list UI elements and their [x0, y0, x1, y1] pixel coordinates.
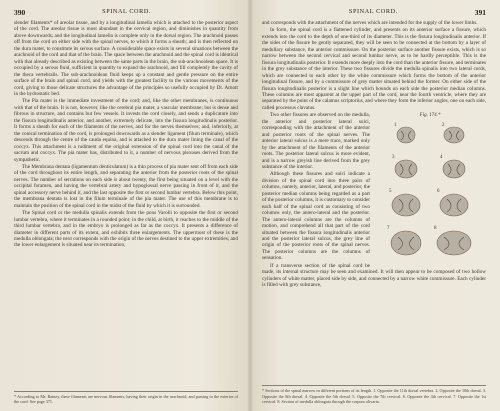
paragraph: The Spinal cord or the medulla spinalis extends from the pons Varolii to opposite the first or second lumbar vertebra, where it terminates in a rounded point; in the child, at birth, it reaches to the middle of the third lumbar vertebra, and in the embryo is prolonged as far as the coccyx. It presents a difference of diameter in different parts of its extent, and exhibits three enlargements. The uppermost of these is the medulla oblongata; the next corresponds with the origin of the nerves destined to the upper extremities; and the lower enlargement is situated near its termination,	[14, 210, 238, 249]
section-4	[443, 160, 465, 178]
figure-label: 5	[389, 189, 392, 195]
paragraph: In form, the spinal cord is a flattened cylinder, and presents on its anterior surface a fissure, which extends into the cord to the depth of one-third of its diameter. This is the fissura longitudinalis anterior. If the sides of the fissure be gently separated, they will be seen to be connected at the bottom by a layer of medullary substance, the anterior commissure. On the posterior surface another fissure exists, which is so narrow between the second cervical and second lumbar nerve, as to be hardly perceptible. This is the fissura longitudinalis posterior. It extends more deeply into the cord than the anterior fissure, and terminates in the grey substance of the interior. These two fissures divide the medulla spinalis into two lateral cords, which are connected to each other by the white commissure which forms the bottom of the anterior longitudinal fissure, and by a commissure of grey matter situated behind the former. On either side of the fissura longitudinalis posterior is a slight line which bounds on each side the posterior median columns. These columns are most apparent at the upper part of the cord, near the fourth ventricle, where they are separated by the point of the calamus scriptorius, and where they form the inferior angles, one on each side, called processus clavatus.	[262, 27, 487, 111]
section-8	[437, 231, 471, 255]
spinal-sections-illustration	[374, 121, 486, 263]
page-number-right: 391	[474, 8, 486, 17]
section-5	[392, 194, 420, 216]
paragraph: and corresponds with the attachment of the nerves which are intended for the supply of the lower limbs.	[262, 20, 478, 26]
figure-label: 1	[394, 123, 397, 129]
footnote-text: * Sections of the spinal marrow in different portions of its length. 1. Opposite the 11th dorsal vertebra. 2. Opposite the 10th dorsal. 3. Opposite the 8th dorsal. 4. Opposite the 5th dorsal. 5. Opposite the 7th cervical. 6. Opposite the 4th cervical. 7. Opposite the 1st cervical. 8. Section of medulla oblongata through the corpora olivaria.	[262, 388, 486, 404]
right-page	[250, 0, 500, 411]
paragraph: Two other fissures are observed on the medulla, the anterior and posterior lateral sulci, corresponding with the attachment of the anterior and posterior roots of the spinal nerves. The anterior lateral sulcus is a mere trace, marked only by the attachment of the filaments of the anterior roots. The posterior lateral sulcus is more evident, and is a narrow greyish line derived from the grey substance of the interior.	[262, 112, 370, 170]
running-title-right: SPINAL CORD.	[348, 8, 398, 15]
figure-label: 6	[437, 189, 440, 195]
figure-label: 3	[392, 155, 395, 161]
paragraph: slender filaments* of areolar tissue, and by a longitudinal lamella which is attached to the posterior aspect of the cord. The areolar tissue is most abundant in the cervical region, and diminishes in quantity from above downwards; and the longitudinal lamella is complete only in the dorsal region. The arachnoid passes off from the cord on either side with the spinal nerves, to which it forms a sheath; and is then reflected on the dura mater, to constitute its serous surface. A considerable space exists in several situations between the arachnoid of the cord and that of the brain. The space between the arachnoid and the spinal cord is identical with that already described as existing between the same parts in the brain, the sub-arachnoidean space. It is occupied by a serous fluid, sufficient in quantity to expand the arachnoid, and fill completely the cavity of the theca vertebralis. The sub-arachnoidean fluid keeps up a constant and gentle pressure on the entire surface of the brain and spinal cord, and yields with the greatest facility to the various movements of the cord, giving to those delicate structures the advantage of the principles so usefully occupied by Dr. Arnott in the hydrostatic bed.	[14, 20, 238, 97]
figure-label: 7	[387, 226, 390, 232]
paragraph: The Pia mater is the immediate investment of the cord; and, like the other membranes, is continuous with that of the brain. It is not, however, like the cerebral pia mater, a vascular membrane; but is dense and fibrous in structure, and contains but few vessels. It invests the cord closely, and sends a duplicature into the fissura longitudinalis anterior, and another, extremely delicate, into the fissura longitudinalis posterior. It forms a sheath for each of the filaments of the nerves, and for the nerves themselves; and, inferiorly, at the conical termination of the cord, is prolonged downwards as a slender ligament (filum terminale), which descends through the centre of the cauda equina, and is attached to the dura mater lining the canal of the coccyx. This attachment is a rudiment of the original extension of the spinal cord into the canal of the sacrum and coccyx. The pia mater has, distributed to it, a number of nervous plexuses derived from the sympathetic.	[14, 98, 238, 163]
paragraph: The Membrana dentata (ligamentum denticulatum) is a thin process of pia mater sent off from each side of the cord throughout its entire length, and separating the anterior from the posterior roots of the spinal nerves. The number of serrations on each side is about twenty, the first being situated on a level with the occipital foramen, and having the vertebral artery and hypoglossal nerve passing in front of it, and the spinal accessory nerve behind it, and the last opposite the first or second lumbar vertebra. Below this point, the membrana dentata is lost in the filum terminale of the pia mater. The use of this membrane is to maintain the position of the spinal cord in the midst of the fluid by which it is surrounded.	[14, 163, 238, 209]
section-7	[391, 231, 421, 255]
footnote-text: * According to Mr. Rainey, these filaments are nervous filaments, having their origin in the arachnoid, and passing to the exterior of the cord. See page 371.	[14, 393, 238, 404]
section-3	[395, 160, 417, 178]
paragraph: If a transverse section of the spinal cord be made, its internal structure may be seen and examined. It will then appear to be composed of two hollow cylinders of white matter, placed side by side, and connected by a narrow white commissure. Each cylinder is filled with grey substance,	[262, 262, 486, 289]
figure-caption: Fig. 174.*	[419, 113, 441, 119]
page-gutter	[247, 0, 253, 411]
footnote-left	[14, 391, 238, 405]
running-head-left	[14, 8, 238, 17]
page-number-left: 390	[14, 8, 26, 17]
figure-label: 4	[440, 155, 443, 161]
running-head-right	[262, 8, 486, 17]
figure-label: 8	[434, 226, 437, 232]
running-title-left: SPINAL CORD.	[102, 8, 152, 15]
figure-spinal-sections	[374, 113, 486, 263]
paragraph: Although these fissures and sulci indicate a division of the spinal cord into three pairs of columns, namely, anterior, lateral, and posterior, the posterior median columns being regarded as a part of the posterior columns, it is customary to consider each half of the spinal cord as consisting of two columns only, the antero-lateral and the posterior. The antero-lateral columns are the columns of motion, and comprehend all that part of the cord situated between the fissura longitudinalis anterior and the posterior lateral sulcus, the grey line of origin of the posterior roots of the spinal nerves. The posterior columns are the columns of sensation.	[262, 171, 370, 262]
footnote-right	[262, 385, 486, 405]
figure-label: 2	[442, 123, 445, 129]
section-2	[444, 127, 464, 143]
section-1	[397, 127, 415, 143]
section-6	[440, 194, 468, 216]
